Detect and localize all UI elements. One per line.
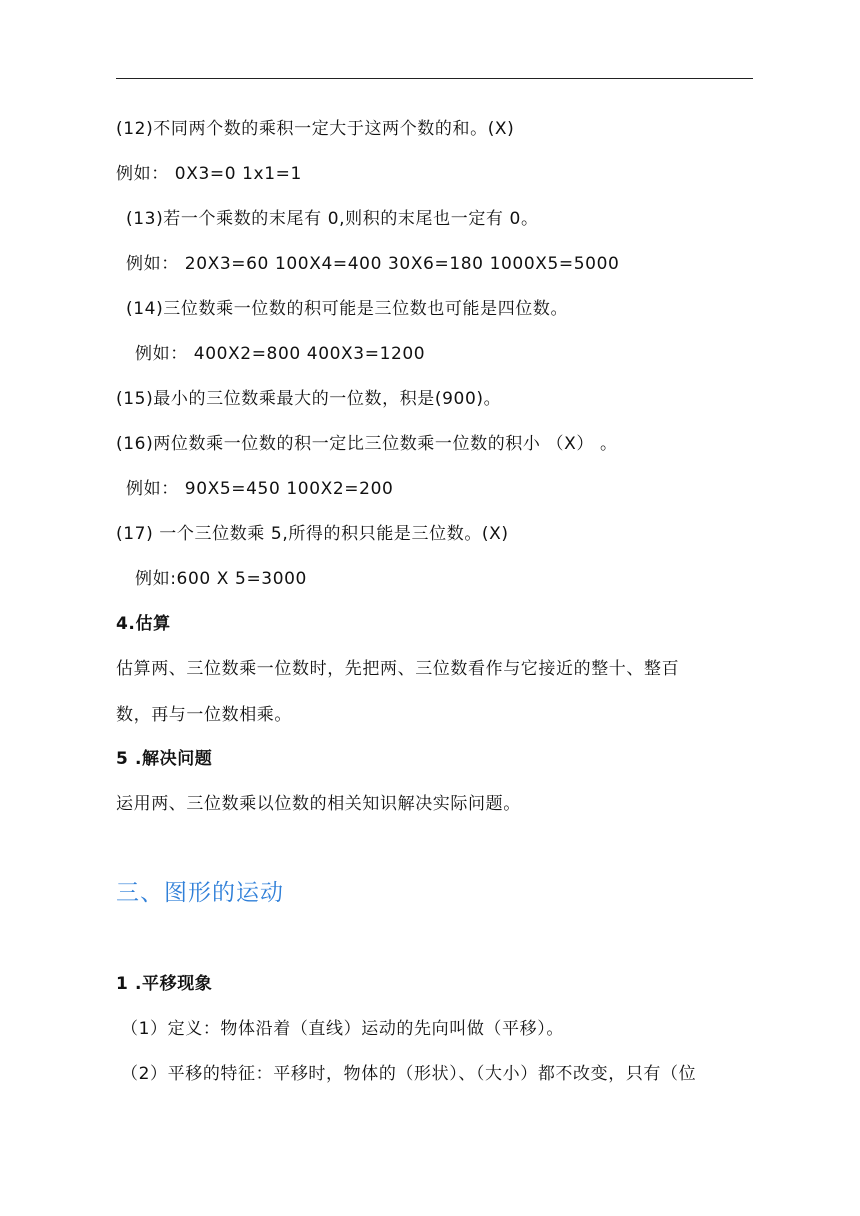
section-5-paragraph: 运用两、三位数乘以位数的相关知识解决实际问题。 (116, 794, 521, 814)
section-4-paragraph-line-1: 估算两、三位数乘一位数时，先把两、三位数看作与它接近的整十、整百 (116, 659, 680, 679)
example-16: 例如： 90X5=450 100X2=200 (126, 479, 394, 499)
section-5-title: 5 .解决问题 (116, 749, 213, 769)
translation-item-1: （1）定义：物体沿着（直线）运动的先向叫做（平移）。 (121, 1019, 564, 1039)
chapter-title: 三、图形的运动 (116, 880, 284, 906)
statement-12: (12)不同两个数的乘积一定大于这两个数的和。(X) (116, 119, 515, 139)
statement-13: (13)若一个乘数的末尾有 0,则积的末尾也一定有 0。 (126, 209, 539, 229)
example-12: 例如： 0X3=0 1x1=1 (116, 164, 302, 184)
header-rule (116, 78, 753, 79)
example-13: 例如： 20X3=60 100X4=400 30X6=180 1000X5=5000 (126, 254, 620, 274)
statement-17: (17) 一个三位数乘 5,所得的积只能是三位数。(X) (116, 524, 509, 544)
translation-item-2: （2）平移的特征：平移时，物体的（形状）、（大小）都不改变，只有（位 (121, 1064, 697, 1084)
section-4-title: 4.估算 (116, 614, 171, 634)
statement-16: (16)两位数乘一位数的积一定比三位数乘一位数的积小 （X） 。 (116, 434, 618, 454)
section-4-paragraph-line-2: 数，再与一位数相乘。 (116, 705, 292, 725)
example-14: 例如： 400X2=800 400X3=1200 (135, 344, 426, 364)
statement-15: (15)最小的三位数乘最大的一位数，积是(900)。 (116, 389, 502, 409)
statement-14: (14)三位数乘一位数的积可能是三位数也可能是四位数。 (126, 299, 569, 319)
example-17: 例如:600 X 5=3000 (135, 569, 307, 589)
translation-title: 1 .平移现象 (116, 974, 213, 994)
